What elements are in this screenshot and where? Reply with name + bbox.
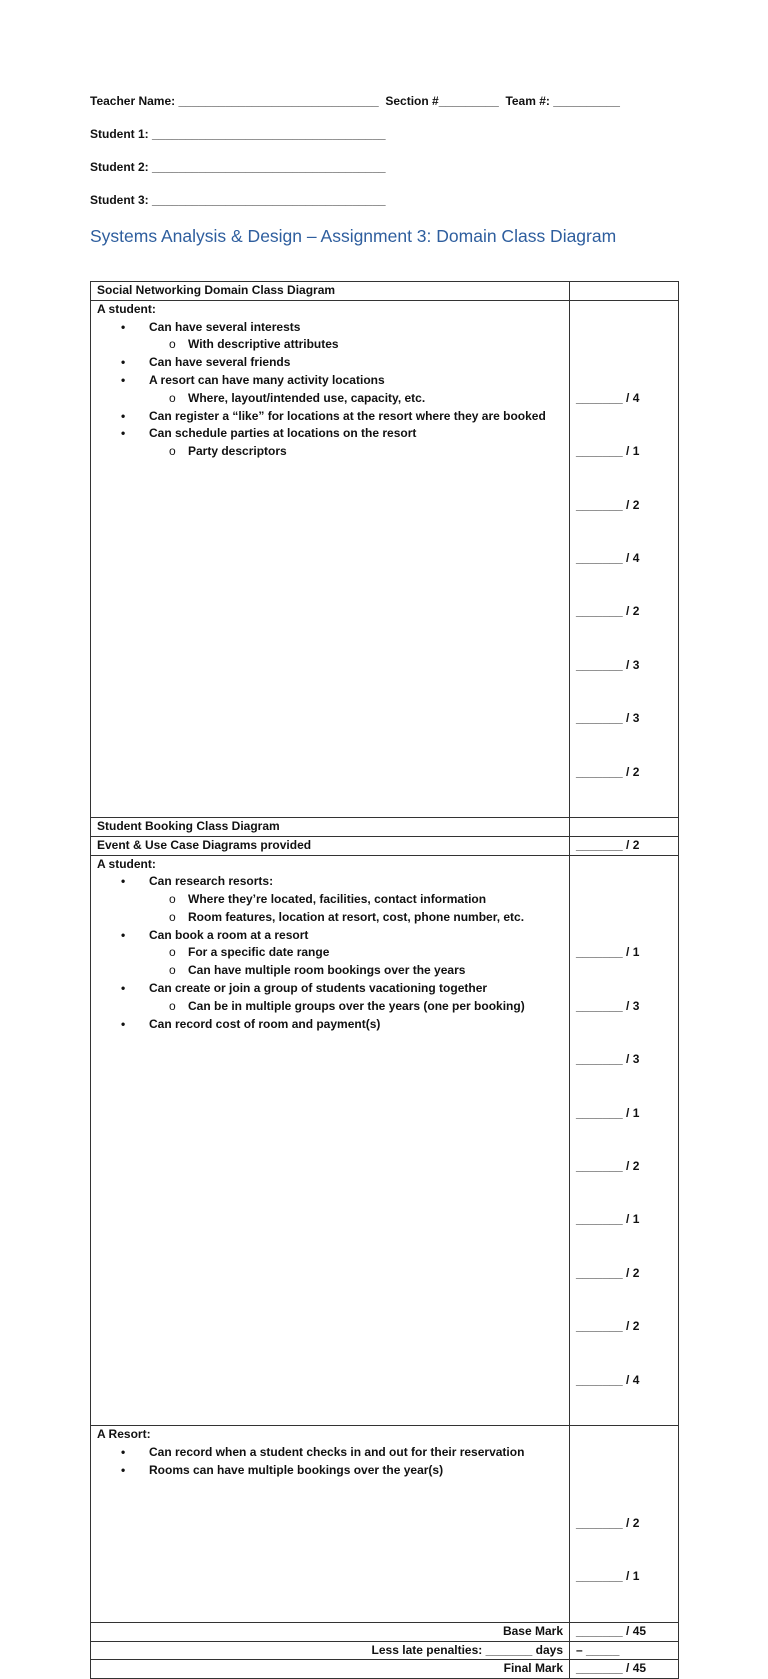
criterion-item: • Can register a “like” for locations at the resort where they are booked: [97, 408, 563, 426]
social-section-heading: Social Networking Domain Class Diagram: [91, 282, 570, 301]
rubric-row-booking-items: [91, 855, 679, 1426]
mark-blank: _______ / 2: [576, 1515, 640, 1530]
booking-items-cell: [91, 855, 570, 1426]
criterion-item: • Can record when a student checks in and out for their reservation: [97, 1444, 563, 1462]
mark-blank: _______ / 3: [576, 1052, 640, 1067]
criterion-item: • A resort can have many activity locations: [97, 372, 563, 390]
mark-blank: _______ / 2: [576, 604, 640, 619]
criterion-item: • Can book a room at a resort: [97, 927, 563, 945]
criterion-subitem: o Where, layout/intended use, capacity, etc.: [97, 390, 563, 408]
mark-blank: _______ / 1: [576, 444, 640, 459]
late-penalties-value: – _____: [570, 1641, 679, 1660]
event-diagrams-mark: _______ / 2: [570, 836, 679, 855]
criterion-subitem: o Room features, location at resort, cost, phone number, etc.: [97, 909, 563, 927]
mark-blank: _______ / 2: [576, 764, 640, 779]
criterion-item: • Can record cost of room and payment(s): [97, 1016, 563, 1034]
mark-blank: _______ / 2: [576, 1265, 640, 1280]
social-marks-cell: [570, 300, 679, 817]
event-diagrams-label: Event & Use Case Diagrams provided: [91, 836, 570, 855]
document-title: Systems Analysis & Design – Assignment 3: Domain Class Diagram: [90, 226, 617, 246]
mark-blank: _______ / 3: [576, 711, 640, 726]
criterion-item: • Can have several interests: [97, 319, 563, 337]
mark-blank: _______ / 3: [576, 657, 640, 672]
rubric-row-booking-heading: [91, 817, 679, 836]
criterion-subitem: o With descriptive attributes: [97, 336, 563, 354]
late-penalties-label: Less late penalties: _______ days: [91, 1641, 570, 1660]
base-mark-label: Base Mark: [91, 1622, 570, 1641]
rubric-row-social-items: [91, 300, 679, 817]
teacher-section-team-line: Teacher Name: ______________________________ Section #_________ Team #: __________: [90, 94, 620, 108]
mark-blank: _______ / 1: [576, 1212, 640, 1227]
social-items-cell: [91, 300, 570, 817]
final-mark-label: Final Mark: [91, 1660, 570, 1679]
criterion-item: • Can have several friends: [97, 354, 563, 372]
mark-blank: _______ / 2: [576, 1159, 640, 1174]
mark-blank: _______ / 4: [576, 1372, 640, 1387]
mark-blank: _______ / 1: [576, 1569, 640, 1584]
student-2-line: Student 2: ___________________________________: [90, 160, 386, 174]
mark-blank: _______ / 1: [576, 1105, 640, 1120]
student-3-line: Student 3: ___________________________________: [90, 193, 386, 207]
booking-section-heading: Student Booking Class Diagram: [91, 817, 570, 836]
rubric-row-final-mark: [91, 1660, 679, 1679]
criterion-subitem: o Where they’re located, facilities, contact information: [97, 891, 563, 909]
criterion-subitem: o Can be in multiple groups over the years (one per booking): [97, 998, 563, 1016]
criterion-item: • Can create or join a group of students vacationing together: [97, 980, 563, 998]
resort-marks-cell: [570, 1426, 679, 1623]
rubric-row-social-heading: [91, 282, 679, 301]
rubric-row-resort-items: [91, 1426, 679, 1623]
social-heading-mark-cell: [570, 282, 679, 301]
mark-blank: _______ / 1: [576, 945, 640, 960]
resort-subject: A Resort:: [97, 1427, 151, 1441]
booking-heading-mark-cell: [570, 817, 679, 836]
mark-blank: _______ / 2: [576, 497, 640, 512]
marking-rubric-table: [90, 281, 679, 1679]
criterion-subitem: o For a specific date range: [97, 944, 563, 962]
booking-marks-cell: [570, 855, 679, 1426]
booking-subject: A student:: [97, 856, 156, 871]
final-mark-value: _______ / 45: [570, 1660, 679, 1679]
mark-blank: _______ / 4: [576, 390, 640, 405]
mark-blank: _______ / 3: [576, 998, 640, 1013]
mark-blank: _______ / 2: [576, 1319, 640, 1334]
rubric-row-base-mark: [91, 1622, 679, 1641]
student-1-line: Student 1: ___________________________________: [90, 127, 386, 141]
social-subject: A student:: [97, 301, 156, 316]
rubric-row-late-penalties: [91, 1641, 679, 1660]
criterion-item: • Can schedule parties at locations on the resort: [97, 425, 563, 443]
resort-items-cell: [91, 1426, 570, 1623]
criterion-subitem: o Can have multiple room bookings over the years: [97, 962, 563, 980]
criterion-item: • Rooms can have multiple bookings over the year(s): [97, 1462, 563, 1480]
base-mark-value: _______ / 45: [570, 1622, 679, 1641]
rubric-row-event-diagrams: [91, 836, 679, 855]
mark-blank: _______ / 4: [576, 550, 640, 565]
criterion-subitem: o Party descriptors: [97, 443, 563, 461]
criterion-item: • Can research resorts:: [97, 873, 563, 891]
